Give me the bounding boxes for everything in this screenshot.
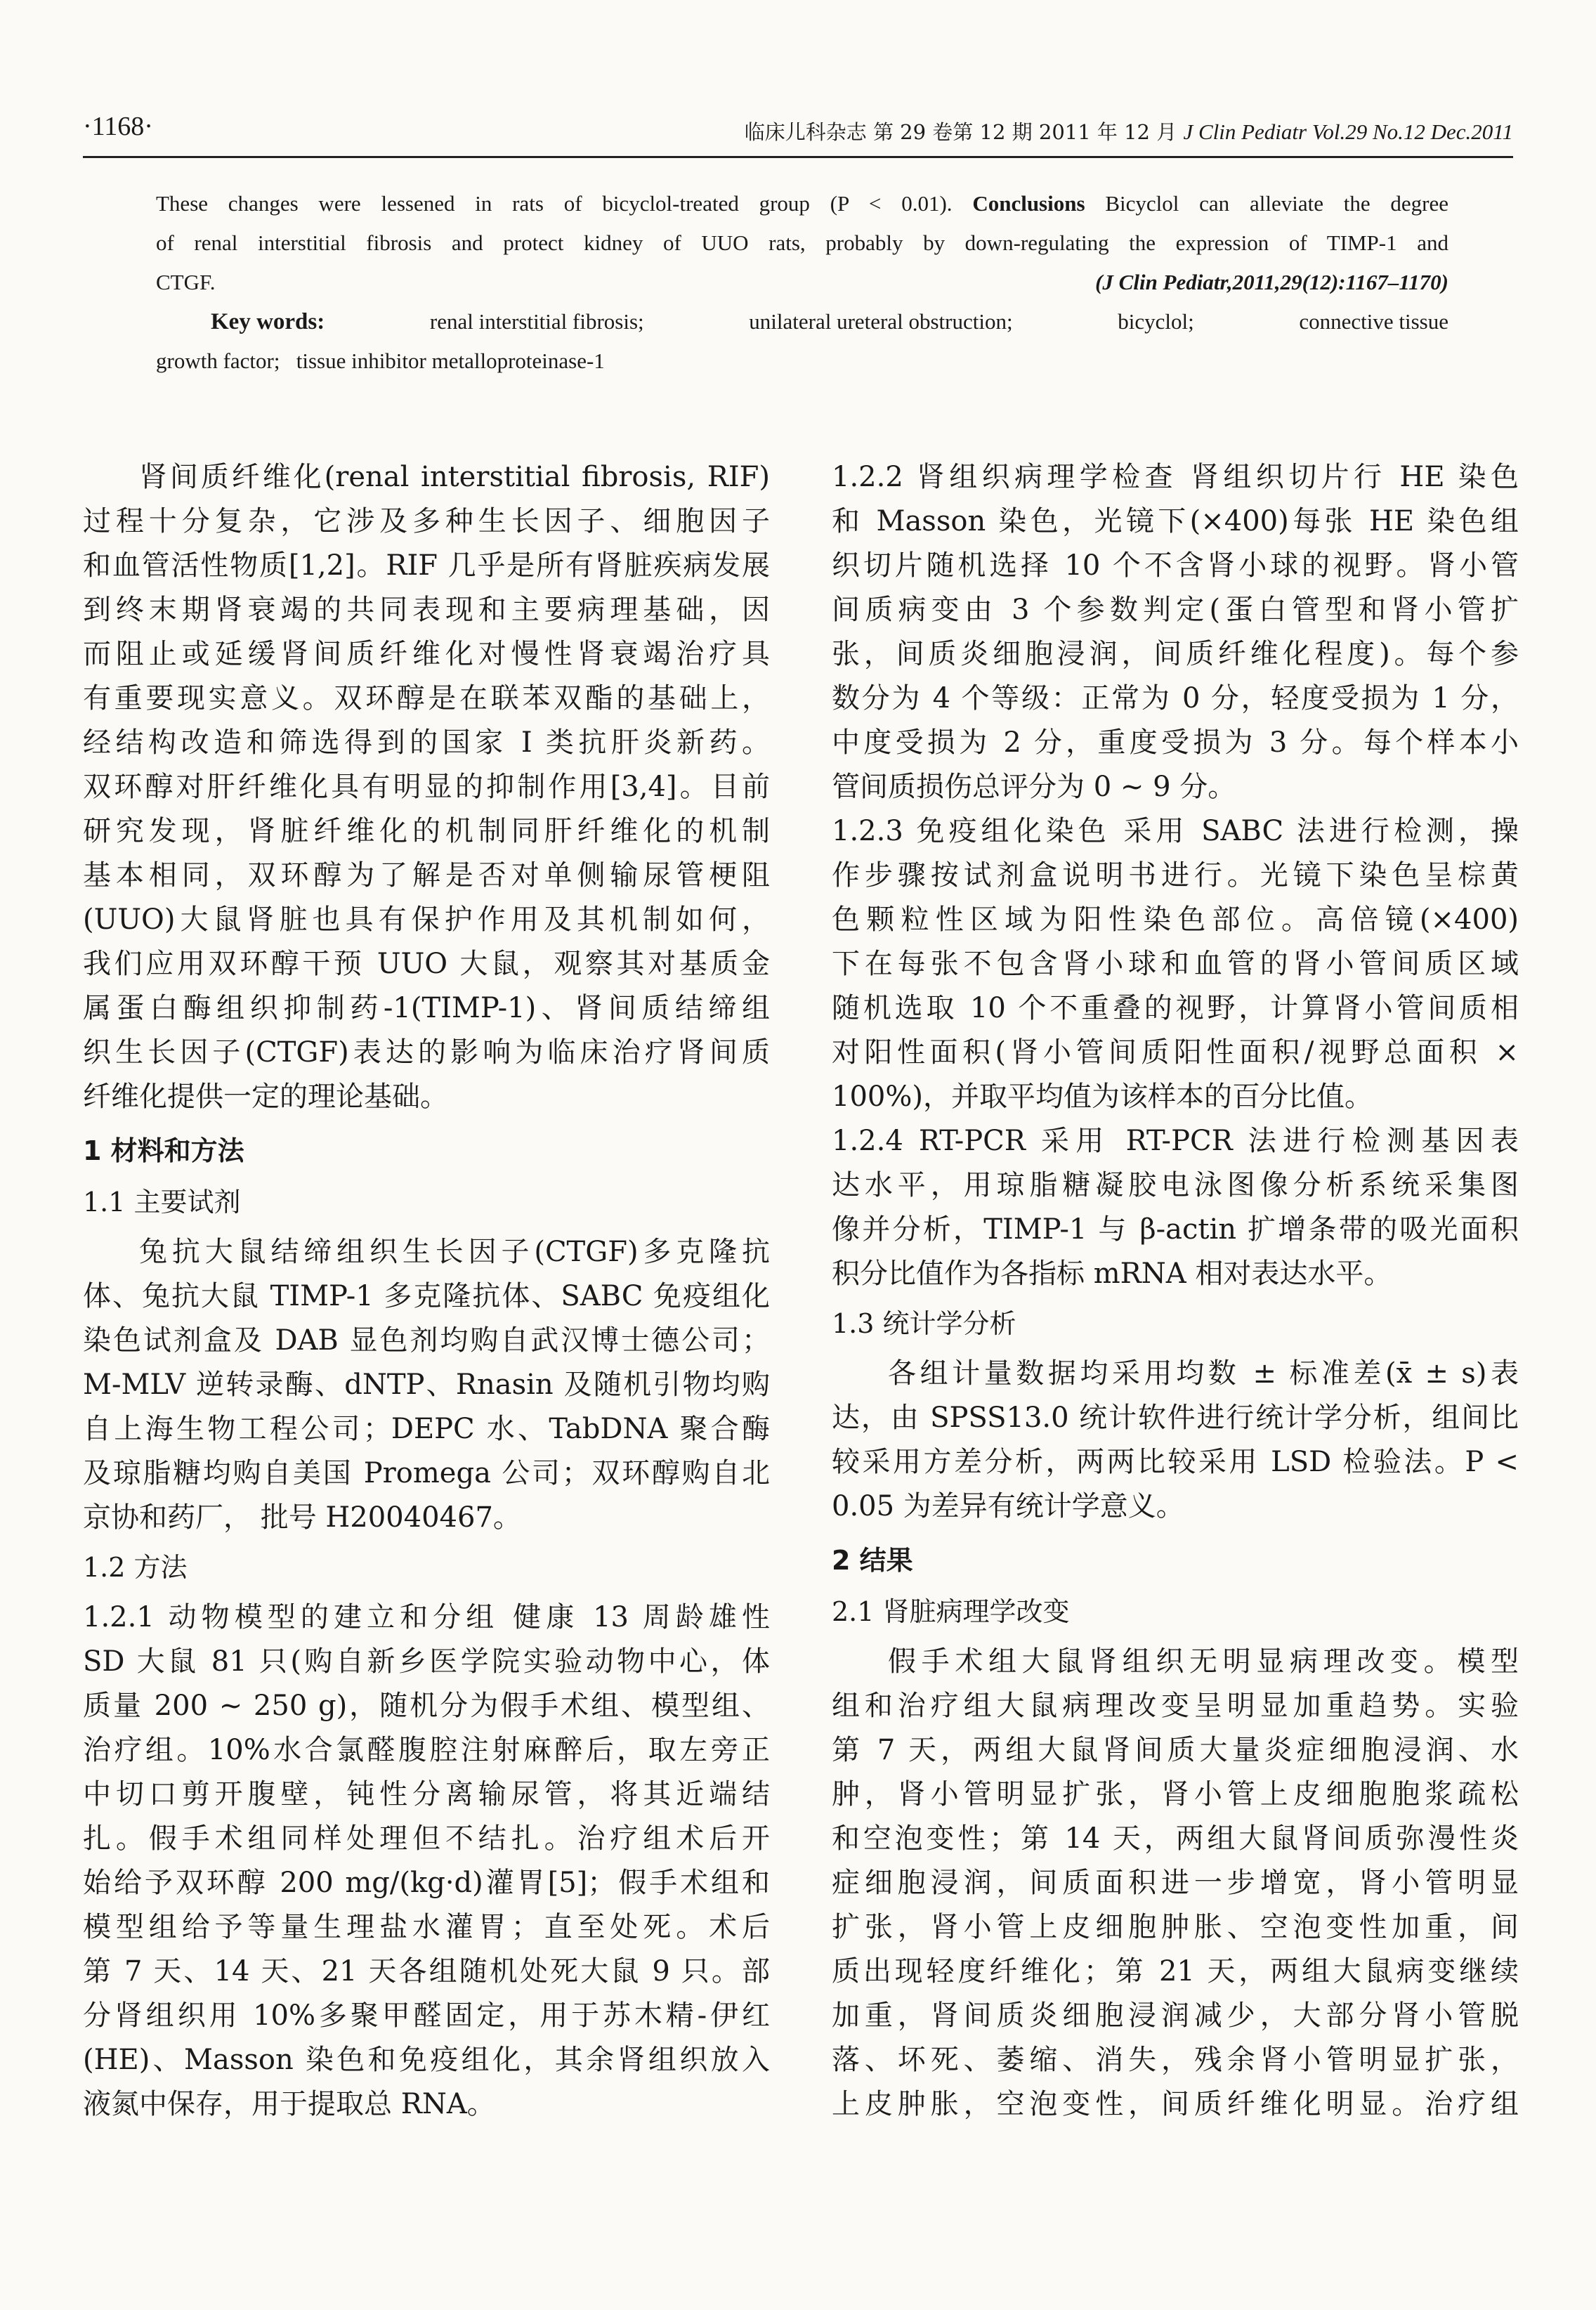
subsection-heading: 1.1 主要试剂 bbox=[83, 1187, 241, 1218]
text-line: 落、坏死、萎缩、消失，残余肾小管明显扩张， bbox=[832, 2044, 1519, 2076]
text-line: 京协和药厂， 批号 H20040467。 bbox=[83, 1501, 521, 1534]
text-line: 质出现轻度纤维化；第 21 天，两组大鼠病变继续 bbox=[832, 1955, 1519, 1988]
text-line: 积分比值作为各指标 mRNA 相对表达水平。 bbox=[832, 1258, 1392, 1290]
text-line: 染色试剂盒及 DAB 显色剂均购自武汉博士德公司； bbox=[83, 1324, 770, 1357]
text-line: 研究发现，肾脏纤维化的机制同肝纤维化的机制 bbox=[83, 815, 770, 847]
text-line: 1.2.4 RT-PCR 采用 RT-PCR 法进行检测基因表 bbox=[832, 1125, 1519, 1157]
text-line: 达，由 SPSS13.0 统计软件进行统计学分析，组间比 bbox=[832, 1402, 1519, 1434]
subsection-heading: 2.1 肾脏病理学改变 bbox=[832, 1596, 1070, 1627]
citation: (J Clin Pediatr,2011,29(12):1167–1170) bbox=[1095, 270, 1448, 294]
text-line: M-MLV 逆转录酶、dNTP、Rnasin 及随机引物均购 bbox=[83, 1369, 770, 1401]
text-line: 体、兔抗大鼠 TIMP-1 多克隆抗体、SABC 免疫组化 bbox=[83, 1280, 770, 1312]
text-line: 属蛋白酶组织抑制药-1(TIMP-1)、肾间质结缔组 bbox=[83, 992, 770, 1024]
keyword: connective tissue bbox=[1299, 309, 1448, 334]
text-line: 治疗组。10%水合氯醛腹腔注射麻醉后，取左旁正 bbox=[83, 1734, 770, 1766]
text-line: 织切片随机选择 10 个不含肾小球的视野。肾小管 bbox=[832, 549, 1519, 582]
text-line: 组和治疗组大鼠病理改变呈明显加重趋势。实验 bbox=[832, 1690, 1519, 1722]
text-line: 织生长因子(CTGF)表达的影响为临床治疗肾间质 bbox=[83, 1036, 770, 1069]
text-line: 经结构改造和筛选得到的国家 I 类抗肝炎新药。 bbox=[83, 726, 770, 759]
keyword: renal interstitial fibrosis; bbox=[429, 309, 644, 334]
text-line: 1.2.3 免疫组化染色 采用 SABC 法进行检测，操 bbox=[832, 815, 1519, 847]
text-line: 兔抗大鼠结缔组织生长因子(CTGF)多克隆抗 bbox=[139, 1236, 770, 1268]
text-line: 对阳性面积(肾小管间质阳性面积/视野总面积 × bbox=[832, 1036, 1519, 1069]
journal-cn: 临床儿科杂志 第 29 卷第 12 期 2011 年 12 月 bbox=[744, 120, 1177, 144]
journal-en: J Clin Pediatr Vol.29 No.12 Dec.2011 bbox=[1183, 119, 1513, 144]
text-line: 到终末期肾衰竭的共同表现和主要病理基础，因 bbox=[83, 594, 770, 626]
text-line: 质量 200 ~ 250 g)，随机分为假手术组、模型组、 bbox=[83, 1690, 770, 1722]
text-line: 中切口剪开腹壁，钝性分离输尿管，将其近端结 bbox=[83, 1778, 770, 1810]
text-line: 0.05 为差异有统计学意义。 bbox=[832, 1490, 1184, 1522]
text-line: 扩张，肾小管上皮细胞肿胀、空泡变性加重，间 bbox=[832, 1911, 1519, 1943]
text-line: 第 7 天，两组大鼠肾间质大量炎症细胞浸润、水 bbox=[832, 1734, 1519, 1766]
journal-info bbox=[745, 117, 1513, 145]
text-line: 作步骤按试剂盒说明书进行。光镜下染色呈棕黄 bbox=[832, 859, 1519, 892]
text-line: 双环醇对肝纤维化具有明显的抑制作用[3,4]。目前 bbox=[83, 771, 770, 803]
text-line: 数分为 4 个等级：正常为 0 分，轻度受损为 1 分， bbox=[832, 682, 1519, 714]
text-line: 100%)，并取平均值为该样本的百分比值。 bbox=[832, 1081, 1373, 1113]
text-line: 1.2.2 肾组织病理学检查 肾组织切片行 HE 染色 bbox=[832, 461, 1519, 493]
text-line: 自上海生物工程公司；DEPC 水、TabDNA 聚合酶 bbox=[83, 1413, 770, 1445]
text-line: 各组计量数据均采用均数 ± 标准差(x̄ ± s)表 bbox=[888, 1357, 1519, 1390]
text-line: 肾间质纤维化(renal interstitial fibrosis, RIF) bbox=[139, 461, 770, 493]
conclusions-label: Conclusions bbox=[972, 191, 1085, 216]
text-line: 有重要现实意义。双环醇是在联苯双酯的基础上， bbox=[83, 682, 770, 714]
keywords-line-2: growth factor; tissue inhibitor metalloproteinase-1 bbox=[156, 348, 605, 373]
text-line: 分肾组织用 10%多聚甲醛固定，用于苏木精-伊红 bbox=[83, 1999, 770, 2032]
text-line: 纤维化提供一定的理论基础。 bbox=[83, 1081, 448, 1113]
text-line: (HE)、Masson 染色和免疫组化，其余肾组织放入 bbox=[83, 2044, 770, 2076]
section-heading: 2 结果 bbox=[832, 1545, 913, 1576]
text-line: 模型组给予等量生理盐水灌胃；直至处死。术后 bbox=[83, 1911, 770, 1943]
text-line: 假手术组大鼠肾组织无明显病理改变。模型 bbox=[888, 1645, 1519, 1678]
text-line: 随机选取 10 个不重叠的视野，计算肾小管间质相 bbox=[832, 992, 1519, 1024]
text-line: 肿，肾小管明显扩张，肾小管上皮细胞胞浆疏松 bbox=[832, 1778, 1519, 1810]
text-line: 上皮肿胀，空泡变性，间质纤维化明显。治疗组 bbox=[832, 2088, 1519, 2120]
keywords-line-1 bbox=[156, 302, 1448, 341]
header-rule bbox=[83, 156, 1513, 158]
abstract-line-3: CTGF. (J Clin Pediatr,2011,29(12):1167–1170) bbox=[156, 263, 1448, 302]
section-heading: 1 材料和方法 bbox=[83, 1135, 244, 1166]
text-line: 及琼脂糖均购自美国 Promega 公司；双环醇购自北 bbox=[83, 1457, 770, 1489]
text-line: 1.2.1 动物模型的建立和分组 健康 13 周龄雄性 bbox=[83, 1601, 770, 1633]
text-line: 和血管活性物质[1,2]。RIF 几乎是所有肾脏疾病发展 bbox=[83, 549, 770, 582]
text-line: 和空泡变性；第 14 天，两组大鼠肾间质弥漫性炎 bbox=[832, 1822, 1519, 1855]
text-line: 像并分析，TIMP-1 与 β-actin 扩增条带的吸光面积 bbox=[832, 1213, 1519, 1246]
text-line: 而阻止或延缓肾间质纤维化对慢性肾衰竭治疗具 bbox=[83, 638, 770, 670]
left-column bbox=[83, 455, 770, 2127]
text-line: (UUO)大鼠肾脏也具有保护作用及其机制如何， bbox=[83, 903, 770, 936]
text-line: 达水平，用琼脂糖凝胶电泳图像分析系统采集图 bbox=[832, 1169, 1519, 1201]
abstract-line-1: These changes were lessened in rats of bicyclol-treated group (P < 0.01). Conclusions Bicyclol can alleviate the degree bbox=[156, 191, 1448, 216]
right-column bbox=[832, 455, 1519, 2127]
text-line: 和 Masson 染色，光镜下(×400)每张 HE 染色组 bbox=[832, 505, 1519, 537]
text-line: 色颗粒性区域为阳性染色部位。高倍镜(×400) bbox=[832, 903, 1519, 936]
text-line: 加重，肾间质炎细胞浸润减少，大部分肾小管脱 bbox=[832, 1999, 1519, 2032]
text-line: 过程十分复杂，它涉及多种生长因子、细胞因子 bbox=[83, 505, 770, 537]
text-line: 液氮中保存，用于提取总 RNA。 bbox=[83, 2088, 495, 2120]
keyword: unilateral ureteral obstruction; bbox=[749, 309, 1013, 334]
text-line: 管间质损伤总评分为 0 ~ 9 分。 bbox=[832, 771, 1236, 803]
abstract-end bbox=[156, 184, 1448, 381]
keywords-label: Key words: bbox=[211, 309, 325, 334]
text-line: 中度受损为 2 分，重度受损为 3 分。每个样本小 bbox=[832, 726, 1519, 759]
text-line: 扎。假手术组同样处理但不结扎。治疗组术后开 bbox=[83, 1822, 770, 1855]
text-line: 我们应用双环醇干预 UUO 大鼠，观察其对基质金 bbox=[83, 948, 770, 980]
text-line: 症细胞浸润，间质面积进一步增宽，肾小管明显 bbox=[832, 1867, 1519, 1899]
text-line: SD 大鼠 81 只(购自新乡医学院实验动物中心，体 bbox=[83, 1645, 770, 1678]
text-line: 下在每张不包含肾小球和血管的肾小管间质区域 bbox=[832, 948, 1519, 980]
subsection-heading: 1.3 统计学分析 bbox=[832, 1308, 1016, 1339]
subsection-heading: 1.2 方法 bbox=[83, 1552, 188, 1583]
page-number: ·1168· bbox=[83, 112, 153, 141]
abstract-line-2: of renal interstitial fibrosis and protect kidney of UUO rats, probably by down-regulating the expression of TIMP-1 and bbox=[156, 230, 1448, 255]
running-header bbox=[83, 104, 1513, 153]
text-line: 较采用方差分析，两两比较采用 LSD 检验法。P < bbox=[832, 1446, 1519, 1478]
text-line: 第 7 天、14 天、21 天各组随机处死大鼠 9 只。部 bbox=[83, 1955, 770, 1988]
text-line: 始给予双环醇 200 mg/(kg·d)灌胃[5]；假手术组和 bbox=[83, 1867, 770, 1899]
text-line: 间质病变由 3 个参数判定(蛋白管型和肾小管扩 bbox=[832, 594, 1519, 626]
text-line: 张，间质炎细胞浸润，间质纤维化程度)。每个参 bbox=[832, 638, 1519, 670]
text-line: 基本相同，双环醇为了解是否对单侧输尿管梗阻 bbox=[83, 859, 770, 892]
keyword: bicyclol; bbox=[1118, 309, 1194, 334]
